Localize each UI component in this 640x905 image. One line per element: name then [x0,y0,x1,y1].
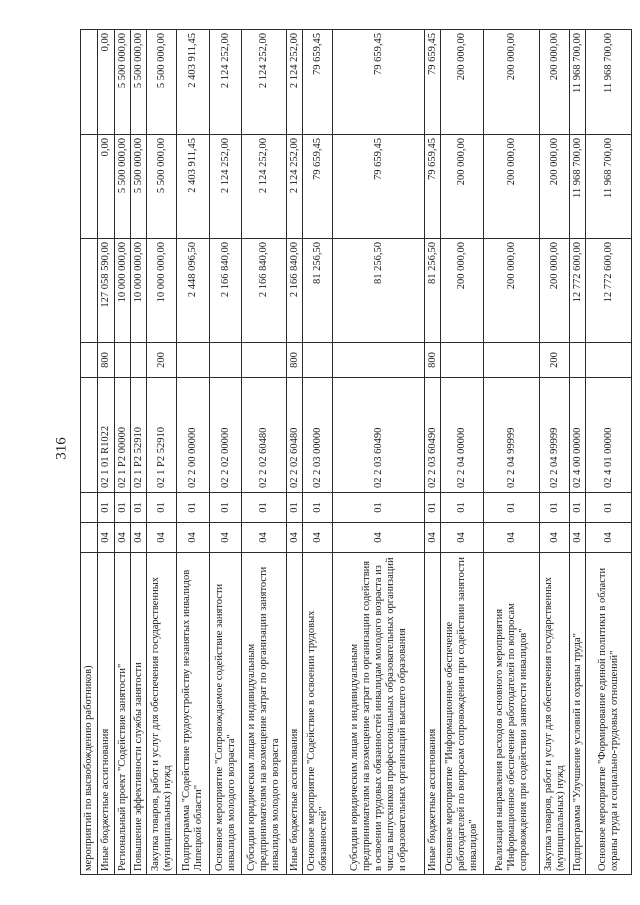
table-row [425,30,441,875]
row-name: Закупка товаров, работ и услуг для обеспечения государственных (муниципальных) нужд [540,553,570,875]
table-row [333,30,425,875]
row-name: Основное мероприятие "Информационное обеспечение работодателей по вопросам сопровождения при содействии занятости инвалидов" [441,553,484,875]
amount-year-2: 2 124 252,00 [242,135,287,239]
table-row [586,30,632,875]
amount-year-3: 200 000,00 [540,30,570,135]
expense-type-code: 800 [425,343,441,378]
row-name: Подпрограмма "Улучшение условий и охраны труда" [570,553,586,875]
amount-year-1: 10 000 000,00 [131,239,147,343]
amount-year-2: 2 124 252,00 [210,135,242,239]
subsection-code: 01 [441,493,484,523]
target-article-code: 02 1 P2 00000 [115,378,131,493]
row-name: мероприятий по высвобождению работников) [81,553,98,875]
row-name: Иные бюджетные ассигнования [287,553,303,875]
row-name: Основное мероприятие "Сопровождаемое содействие занятости инвалидов молодого возраста" [210,553,242,875]
expense-type-code [131,343,147,378]
target-article-code: 02 1 P2 52910 [131,378,147,493]
amount-year-2: 200 000,00 [540,135,570,239]
row-name: Подпрограмма "Содействие трудоустройству незанятых инвалидов Липецкой области" [177,553,210,875]
amount-year-3: 5 500 000,00 [115,30,131,135]
section-code: 04 [441,523,484,553]
amount-year-1: 200 000,00 [540,239,570,343]
target-article-code: 02 2 04 00000 [441,378,484,493]
expense-type-code [115,343,131,378]
subsection-code: 01 [484,493,540,523]
amount-year-3: 2 124 252,00 [210,30,242,135]
subsection-code [81,493,98,523]
subsection-code: 01 [98,493,115,523]
amount-year-1: 2 166 840,00 [210,239,242,343]
expense-type-code [441,343,484,378]
subsection-code: 01 [287,493,303,523]
amount-year-1 [81,239,98,343]
amount-year-1: 12 772 600,00 [586,239,632,343]
subsection-code: 01 [425,493,441,523]
amount-year-3: 2 403 911,45 [177,30,210,135]
expense-type-code: 800 [287,343,303,378]
section-code: 04 [242,523,287,553]
subsection-code: 01 [586,493,632,523]
row-name: Основное мероприятие "Содействие в освоении трудовых обязанностей" [303,553,333,875]
section-code: 04 [147,523,177,553]
section-code [81,523,98,553]
amount-year-3: 2 124 252,00 [242,30,287,135]
subsection-code: 01 [303,493,333,523]
table-row [242,30,287,875]
target-article-code: 02 2 00 00000 [177,378,210,493]
amount-year-2: 5 500 000,00 [115,135,131,239]
target-article-code: 02 2 04 99999 [484,378,540,493]
target-article-code: 02 2 03 60490 [425,378,441,493]
expense-type-code: 200 [540,343,570,378]
target-article-code: 02 2 04 99999 [540,378,570,493]
amount-year-2: 79 659,45 [425,135,441,239]
amount-year-1: 10 000 000,00 [147,239,177,343]
amount-year-2: 5 500 000,00 [147,135,177,239]
target-article-code: 02 4 01 00000 [586,378,632,493]
target-article-code [81,378,98,493]
table-row [303,30,333,875]
expense-type-code [210,343,242,378]
subsection-code: 01 [210,493,242,523]
amount-year-3: 11 968 700,00 [586,30,632,135]
target-article-code: 02 2 02 00000 [210,378,242,493]
subsection-code: 01 [540,493,570,523]
table-row [131,30,147,875]
table-row [81,30,98,875]
table-row [570,30,586,875]
target-article-code: 02 2 02 60480 [287,378,303,493]
table-row [177,30,210,875]
table-row [540,30,570,875]
amount-year-3: 79 659,45 [425,30,441,135]
row-name: Иные бюджетные ассигнования [425,553,441,875]
amount-year-1: 81 256,50 [303,239,333,343]
table-row [287,30,303,875]
row-name: Повышение эффективности службы занятости [131,553,147,875]
amount-year-3: 5 500 000,00 [147,30,177,135]
section-code: 04 [287,523,303,553]
amount-year-1: 2 166 840,00 [287,239,303,343]
section-code: 04 [177,523,210,553]
amount-year-1: 200 000,00 [441,239,484,343]
amount-year-2: 0,00 [98,135,115,239]
amount-year-3: 2 124 252,00 [287,30,303,135]
amount-year-3: 200 000,00 [484,30,540,135]
section-code: 04 [570,523,586,553]
amount-year-2: 79 659,45 [333,135,425,239]
amount-year-1: 81 256,50 [425,239,441,343]
amount-year-1: 12 772 600,00 [570,239,586,343]
expense-type-code [303,343,333,378]
expense-type-code: 200 [147,343,177,378]
expense-type-code [242,343,287,378]
subsection-code: 01 [115,493,131,523]
subsection-code: 01 [131,493,147,523]
target-article-code: 02 4 00 00000 [570,378,586,493]
table-row [98,30,115,875]
section-code: 04 [484,523,540,553]
amount-year-2: 200 000,00 [441,135,484,239]
subsection-code: 01 [147,493,177,523]
subsection-code: 01 [177,493,210,523]
amount-year-1: 2 448 096,50 [177,239,210,343]
table-row [147,30,177,875]
table-row [484,30,540,875]
amount-year-3: 200 000,00 [441,30,484,135]
amount-year-1: 200 000,00 [484,239,540,343]
amount-year-1: 127 058 590,00 [98,239,115,343]
expense-type-code [586,343,632,378]
row-name: Реализация направления расходов основного мероприятия "Информационное обеспечение работодателей по вопросам сопровождения при содействии занятости инвалидов" [484,553,540,875]
budget-table [80,29,632,875]
section-code: 04 [425,523,441,553]
amount-year-3: 11 968 700,00 [570,30,586,135]
table-row [441,30,484,875]
rotated-table-area [80,30,620,875]
section-code: 04 [540,523,570,553]
amount-year-2: 200 000,00 [484,135,540,239]
expense-type-code [81,343,98,378]
amount-year-2: 2 403 911,45 [177,135,210,239]
amount-year-1: 2 166 840,00 [242,239,287,343]
row-name: Региональный проект "Содействие занятости" [115,553,131,875]
row-name: Закупка товаров, работ и услуг для обеспечения государственных (муниципальных) нужд [147,553,177,875]
amount-year-3: 79 659,45 [333,30,425,135]
amount-year-3: 79 659,45 [303,30,333,135]
target-article-code: 02 1 01 R1022 [98,378,115,493]
row-name: Субсидии юридическим лицам и индивидуальным предпринимателям на возмещение затрат по организации содействия в освоении трудовых обязанностей инвалидам молодого возраста из числа выпускников профессиональных образовательных организаций и образовательных организаций высшего образования [333,553,425,875]
amount-year-2 [81,135,98,239]
amount-year-3: 5 500 000,00 [131,30,147,135]
subsection-code: 01 [242,493,287,523]
target-article-code: 02 2 03 00000 [303,378,333,493]
target-article-code: 02 1 P2 52910 [147,378,177,493]
row-name: Субсидии юридическим лицам и индивидуальным предпринимателям на возмещение затрат по организации занятости инвалидов молодого возраста [242,553,287,875]
page-number: 316 [53,437,70,460]
expense-type-code [484,343,540,378]
section-code: 04 [586,523,632,553]
table-row [210,30,242,875]
section-code: 04 [303,523,333,553]
target-article-code: 02 2 03 60490 [333,378,425,493]
section-code: 04 [98,523,115,553]
section-code: 04 [131,523,147,553]
expense-type-code [333,343,425,378]
amount-year-2: 5 500 000,00 [131,135,147,239]
amount-year-2: 79 659,45 [303,135,333,239]
section-code: 04 [115,523,131,553]
section-code: 04 [210,523,242,553]
amount-year-2: 2 124 252,00 [287,135,303,239]
subsection-code: 01 [570,493,586,523]
amount-year-2: 11 968 700,00 [570,135,586,239]
section-code: 04 [333,523,425,553]
row-name: Иные бюджетные ассигнования [98,553,115,875]
amount-year-3: 0,00 [98,30,115,135]
expense-type-code [570,343,586,378]
row-name: Основное мероприятие "Формирование единой политики в области охраны труда и социально-трудовых отношений" [586,553,632,875]
target-article-code: 02 2 02 60480 [242,378,287,493]
subsection-code: 01 [333,493,425,523]
amount-year-3 [81,30,98,135]
amount-year-2: 11 968 700,00 [586,135,632,239]
expense-type-code: 800 [98,343,115,378]
amount-year-1: 10 000 000,00 [115,239,131,343]
expense-type-code [177,343,210,378]
table-row [115,30,131,875]
amount-year-1: 81 256,50 [333,239,425,343]
